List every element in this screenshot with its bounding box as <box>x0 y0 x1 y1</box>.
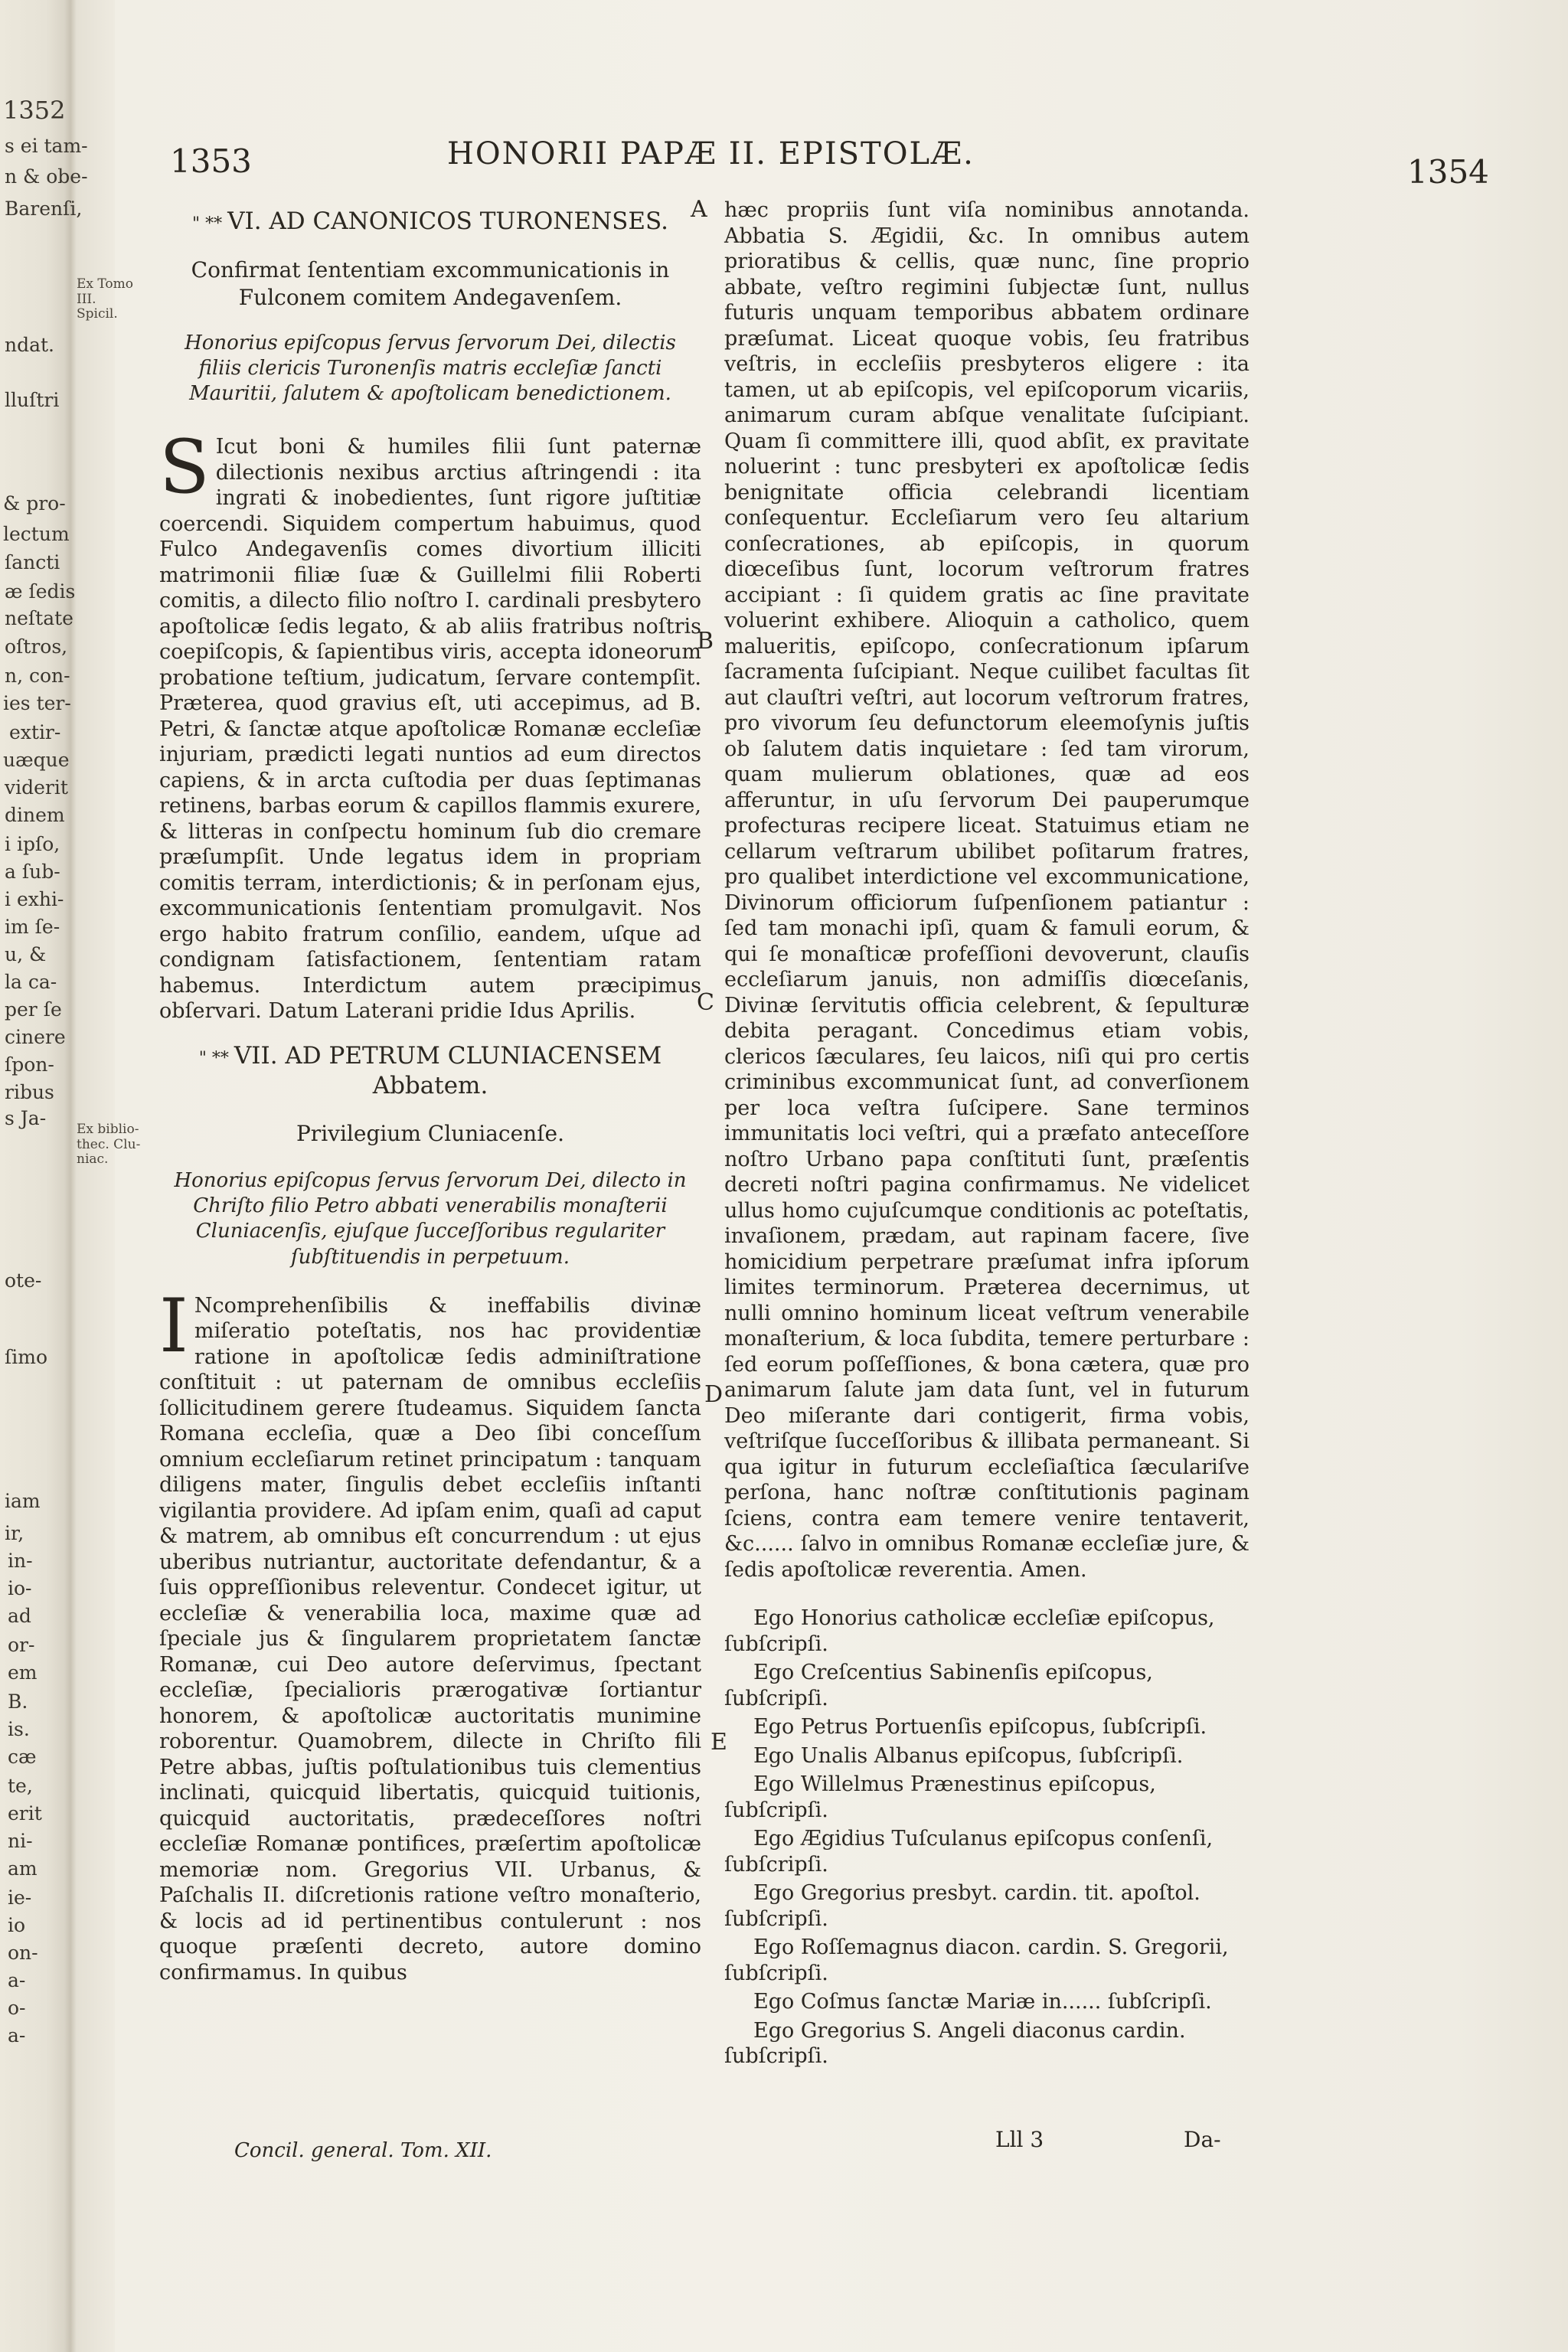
facing-page-fragment: ſpon- <box>5 1054 54 1076</box>
facing-page-fragment: neſtate <box>5 607 74 629</box>
signature-mark: Lll 3 <box>995 2127 1044 2152</box>
facing-page-fragment: s Ja- <box>5 1107 47 1129</box>
signature-line: Ego Ægidius Tuſculanus epiſcopus conſenſi, ſubſcripſi. <box>724 1827 1214 1877</box>
section-vii-title-line2: Abbatem. <box>372 1071 488 1099</box>
facing-page-fragment: s ei tam- <box>5 135 88 157</box>
drop-cap-i: I <box>159 1282 188 1369</box>
catchline-council: Concil. general. Tom. XII. <box>234 2139 492 2162</box>
section-vi-salutation: Honorius epiſcopus ſervus ſervorum Dei, dilectis filiis clericis Turonenſis matris eccleſiæ ſancti Mauritii, ſalutem & apoſtolicam benedictionem. <box>185 331 676 406</box>
margin-marker-b: B <box>697 628 714 655</box>
section-vii-summary: Privilegium Cluniacenſe. <box>296 1121 565 1147</box>
facing-page-fragment: ſancti <box>5 551 60 573</box>
facing-page-fragment: viderit <box>5 776 68 799</box>
signature-line: Ego Petrus Portuenſis epiſcopus, ſubſcripſi. <box>753 1715 1207 1739</box>
facing-page-fragment: ote- <box>5 1269 42 1292</box>
facing-page-fragment: lectum <box>3 523 70 545</box>
signature-line: Ego Willelmus Prænestinus epiſcopus, ſubſcripſi. <box>724 1772 1156 1822</box>
facing-page-fragment: is. <box>8 1718 30 1740</box>
facing-page-fragment: te, <box>8 1775 33 1797</box>
facing-page-fragment: ndat. <box>5 334 55 356</box>
facing-page-fragment: i exhi- <box>5 888 64 910</box>
facing-page-fragment: lluſtri <box>5 389 60 411</box>
facing-page-number: 1352 <box>3 96 66 125</box>
signatures <box>724 1606 1250 2069</box>
facing-page-fragment: per ſe <box>5 998 62 1021</box>
footnote-mark: " ** <box>198 1048 234 1068</box>
facing-page-fragment: B. <box>8 1690 28 1713</box>
facing-page-fragment: u, & <box>5 943 47 965</box>
left-page-number: 1353 <box>170 142 252 180</box>
facing-page-fragment: or- <box>8 1634 35 1656</box>
facing-page-edge <box>0 0 115 2352</box>
facing-page-fragment: la ca- <box>5 971 57 993</box>
facing-page-fragment: on- <box>8 1942 38 1964</box>
signature-line: Ego Unalis Albanus epiſcopus, ſubſcripſi. <box>753 1743 1184 1768</box>
facing-page-fragment: ribus <box>5 1081 54 1103</box>
margin-marker-a: A <box>691 196 707 223</box>
facing-page-fragment: ni- <box>8 1830 33 1852</box>
source-note-bibliotheca: Ex biblio- thec. Clu- niac. <box>77 1122 141 1168</box>
facing-page-fragment: ſimo <box>5 1346 48 1368</box>
facing-page-fragment: erit <box>8 1802 42 1824</box>
facing-page-fragment: in- <box>8 1550 33 1572</box>
signature-list <box>724 1606 1250 2069</box>
facing-page-fragment: n & obe- <box>5 165 88 188</box>
left-column <box>159 207 701 1985</box>
section-vi-summary: Confirmat ſententiam excommunicationis in Fulconem comitem Andegavenſem. <box>191 256 670 311</box>
drop-cap-s: S <box>159 424 210 511</box>
facing-page-fragment: æ ſedis <box>5 580 76 603</box>
facing-page-fragment: ad <box>8 1605 31 1627</box>
facing-page-fragment: iam <box>5 1490 41 1512</box>
signature-line: Ego Creſcentius Sabinenſis epiſcopus, ſubſcripſi. <box>724 1661 1153 1710</box>
facing-page-fragment: em <box>8 1661 38 1684</box>
margin-marker-d: D <box>704 1381 724 1408</box>
facing-page-fragment: a ſub- <box>5 861 60 883</box>
right-body: hæc propriis ſunt viſa nominibus annotanda. Abbatia S. Ægidii, &c. In omnibus autem prioratibus & cellis, quæ nunc, ſine proprio abbate, veſtro regimini ſubjectæ ſunt, nullus futuris unquam temporibus abbatem ordinare præſumat. Liceat quoque vobis, ſeu fratribus veſtris, in eccleſiis presbyteros eligere : ita tamen, ut ab epiſcopis, vel epiſcoporum vicariis, animarum curam abſque venalitate ſuſcipiant. Quam ſi committere illi, quod abſit, ex pravitate noluerint : tunc presbyteri ex apoſtolicæ ſedis benignitate officia celebrandi licentiam conſequentur. Eccleſiarum vero ſeu altarium conſecrationes, ab epiſcopis, in quorum diœceſibus ſunt, locorum veſtrorum fratres accipiant : ſi quidem gratis ac ſine pravitate voluerint exhibere. Alioquin a catholico, quem malueritis, epiſcopo, conſecrationum ipſarum ſacramenta ſuſcipiant. Neque cuilibet facultas ſit aut clauſtri veſtri, aut locorum veſtrorum fratres, pro vivorum ſeu defunctorum eleemoſynis juſtis ob ſalutem datis inquietare : ſed tam virorum, quam mulierum oblationes, quæ ad eos afferuntur, in uſu ſervorum Dei pauperumque profecturas recipere liceat. Statuimus etiam ne cellarum veſtrarum ubilibet poſitarum fratres, pro qualibet interdictione vel excommunicatione, Divinorum officiorum ſuſpenſionem patiantur : ſed tam monachi ipſi, quam & famuli eorum, & qui ſe monaſticæ profeſſioni devoverunt, clauſis eccleſiarum januis, non admiſſis diœceſanis, Divinæ ſervitutis officia celebrent, & ſepulturæ debita peragant. Concedimus etiam vobis, clericos ſæculares, ſeu laicos, niſi qui pro certis criminibus excommunicat ſunt, ad converſionem per loca veſtra ſuſcipere. Sane terminos immunitatis loci veſtri, qui a præfato anteceſſore noſtro Urbano papa conſtituti ſunt, præſentis decreti noſtri pagina confirmamus. Ne videlicet ullus homo cujuſcumque conditionis ac poteſtatis, invaſionem, prædam, aut rapinam facere, ſive homicidium perpetrare præſumat infra ipſorum limites terminorum. Præterea decernimus, ut nulli omnino hominum liceat veſtrum venerabile monaſterium, & loca ſubdita, temere perturbare : ſed eorum poſſeſſiones, & bona cætera, quæ pro animarum ſalute jam data ſunt, vel in futurum Deo miſerante dari contigerit, firma vobis, veſtriſque ſucceſſoribus & illibata permaneant. Si qua igitur in futurum eccleſiaſtica ſæculariſve perſona, hanc noſtræ conſtitutionis paginam ſciens, contra eam temere venire tentaverit, &c...... ſalvo in omnibus Romanæ eccleſiæ jure, & ſedis apoſtolicæ reverentia. Amen. <box>724 198 1250 1582</box>
facing-page-fragment: a- <box>8 1969 26 1991</box>
source-note-spicilegium: Ex Tomo III. Spicil. <box>77 276 134 322</box>
right-column <box>724 198 1250 2073</box>
facing-page-fragment: n, con- <box>5 665 70 687</box>
facing-page-fragment: im ſe- <box>5 916 60 938</box>
section-vi-title: " ** VI. AD CANONICOS TURONENSES. <box>191 207 669 235</box>
right-page-number: 1354 <box>1407 153 1489 191</box>
facing-page-fragment: io- <box>8 1577 32 1599</box>
facing-page-fragment: io <box>8 1914 26 1936</box>
facing-page-fragment: dinem <box>5 804 65 826</box>
facing-page-fragment: cinere <box>5 1026 66 1048</box>
facing-page-fragment: uæque <box>3 749 70 771</box>
facing-page-fragment: oſtros, <box>5 635 68 658</box>
margin-marker-e: E <box>710 1729 727 1756</box>
signature-line: Ego Honorius catholicæ eccleſiæ epiſcopus, ſubſcripſi. <box>724 1606 1215 1656</box>
catchword: Da- <box>1184 2127 1221 2152</box>
facing-page-fragment: ies ter- <box>3 692 71 714</box>
facing-page-fragment: i ipſo, <box>5 833 60 855</box>
signature-line: Ego Gregorius S. Angeli diaconus cardin. ſubſcripſi. <box>724 2018 1186 2068</box>
facing-page-fragment: extir- <box>9 721 61 743</box>
facing-page-fragment: ie- <box>8 1886 32 1909</box>
facing-page-fragment: & pro- <box>3 492 66 514</box>
section-vii-body: I Ncomprehenſibilis & ineffabilis divinæ miſeratio poteſtatis, nos hac providentiæ ratione in apoſtolicæ ſedis adminiſtratione conſtituit : ut paternam de omnibus eccleſiis ſollicitudinem gerere ſtudeamus. Siquidem ſancta Romana eccleſia, quæ a Deo ſibi conceſſum omnium eccleſiarum retinet principatum : tanquam diligens mater, ſingulis debet eccleſiis inſtanti vigilantia providere. Ad ipſam enim, quaſi ad caput & matrem, ab omnibus eſt concurrendum : ut ejus uberibus nutriantur, auctoritate defendantur, & a ſuis oppreſſionibus releventur. Condecet igitur, ut eccleſiæ & venerabilia loca, maxime quæ ad ſpeciale jus & ſingularem proprietatem ſanctæ Romanæ, cui Deo autore deſervimus, ſpectant eccleſiæ, ſpecialioris prærogativæ ſortiantur honorem, & apoſtolicæ auctoritatis munimine roborentur. Quamobrem, dilecte in Chriſto fili Petre abbas, juſtis poſtulationibus tuis clementius inclinati, quicquid libertatis, quicquid tuitionis, quicquid auctoritatis, prædeceſſores noſtri eccleſiæ Romanæ pontifices, præſertim apoſtolicæ memoriæ nom. Gregorius VII. Urbanus, & Paſchalis II. diſcretionis ratione veſtro monaſterio, & locis ad id pertinentibus contulerunt : nos quoque præſenti decreto, autore domino confirmamus. In quibus <box>159 1282 701 1984</box>
section-vii-salutation: Honorius epiſcopus ſervus ſervorum Dei, dilecto in Chriſto filio Petro abbati venerabilis monaſterii Cluniacenſis, ejuſque ſucceſſoribus regulariter ſubſtituendis in perpetuum. <box>174 1168 687 1269</box>
facing-page-fragment: ir, <box>5 1522 24 1544</box>
facing-page-fragment: a- <box>8 2024 26 2047</box>
section-vii-title: " ** VII. AD PETRUM CLUNIACENSEM <box>198 1041 662 1070</box>
signature-line: Ego Gregorius presbyt. cardin. tit. apoſtol. ſubſcripſi. <box>724 1881 1200 1931</box>
running-header: HONORII PAPÆ II. EPISTOLÆ. <box>447 136 975 172</box>
facing-page-fragment: cæ <box>8 1746 37 1768</box>
facing-page-fragment: Barenſi, <box>5 198 83 220</box>
footnote-mark: " ** <box>191 214 228 234</box>
section-vi-body: S Icut boni & humiles filii ſunt paternæ dilectionis nexibus arctius aſtringendi : ita ingrati & inobedientes, ſunt rigore juſtitiæ coercendi. Siquidem compertum habuimus, quod Fulco Andegavenſis comes divortium illiciti matrimonii filiæ ſuæ & Guillelmi filii Roberti comitis, a dilecto filio noſtro I. cardinali presbytero apoſtolicæ ſedis legato, & ab aliis fratribus noſtris coepiſcopis, & ſapientibus viris, accepta idoneorum probatione teſtium, judicatum, ſervare contempſit. Præterea, quod gravius eſt, uti accepimus, ad B. Petri, & ſanctæ atque apoſtolicæ Romanæ eccleſiæ injuriam, prædicti legati nuntios ad eum directos capiens, & in arcta cuſtodia per duas ſeptimanas retinens, barbas eorum & capillos flammis exurere, & litteras in conſpectu hominum ſub dio cremare præſumpſit. Unde legatus idem in propriam comitis terram, interdictionis; & in perſonam ejus, excommunicationis ſententiam promulgavit. Nos ergo habito fratrum conſilio, eandem, uſque ad condignam ſatisfactionem, ſententiam ratam habemus. Interdictum autem præcipimus obſervari. Datum Laterani pridie Idus Aprilis. <box>159 424 701 1024</box>
signature-line: Ego Roſſemagnus diacon. cardin. S. Gregorii, ſubſcripſi. <box>724 1936 1229 1985</box>
signature-line: Ego Coſmus ſanctæ Mariæ in...... ſubſcripſi. <box>753 1990 1212 2014</box>
facing-page-fragment: am <box>8 1857 38 1880</box>
margin-marker-c: C <box>697 989 714 1016</box>
facing-page-fragment: o- <box>8 1997 26 2019</box>
